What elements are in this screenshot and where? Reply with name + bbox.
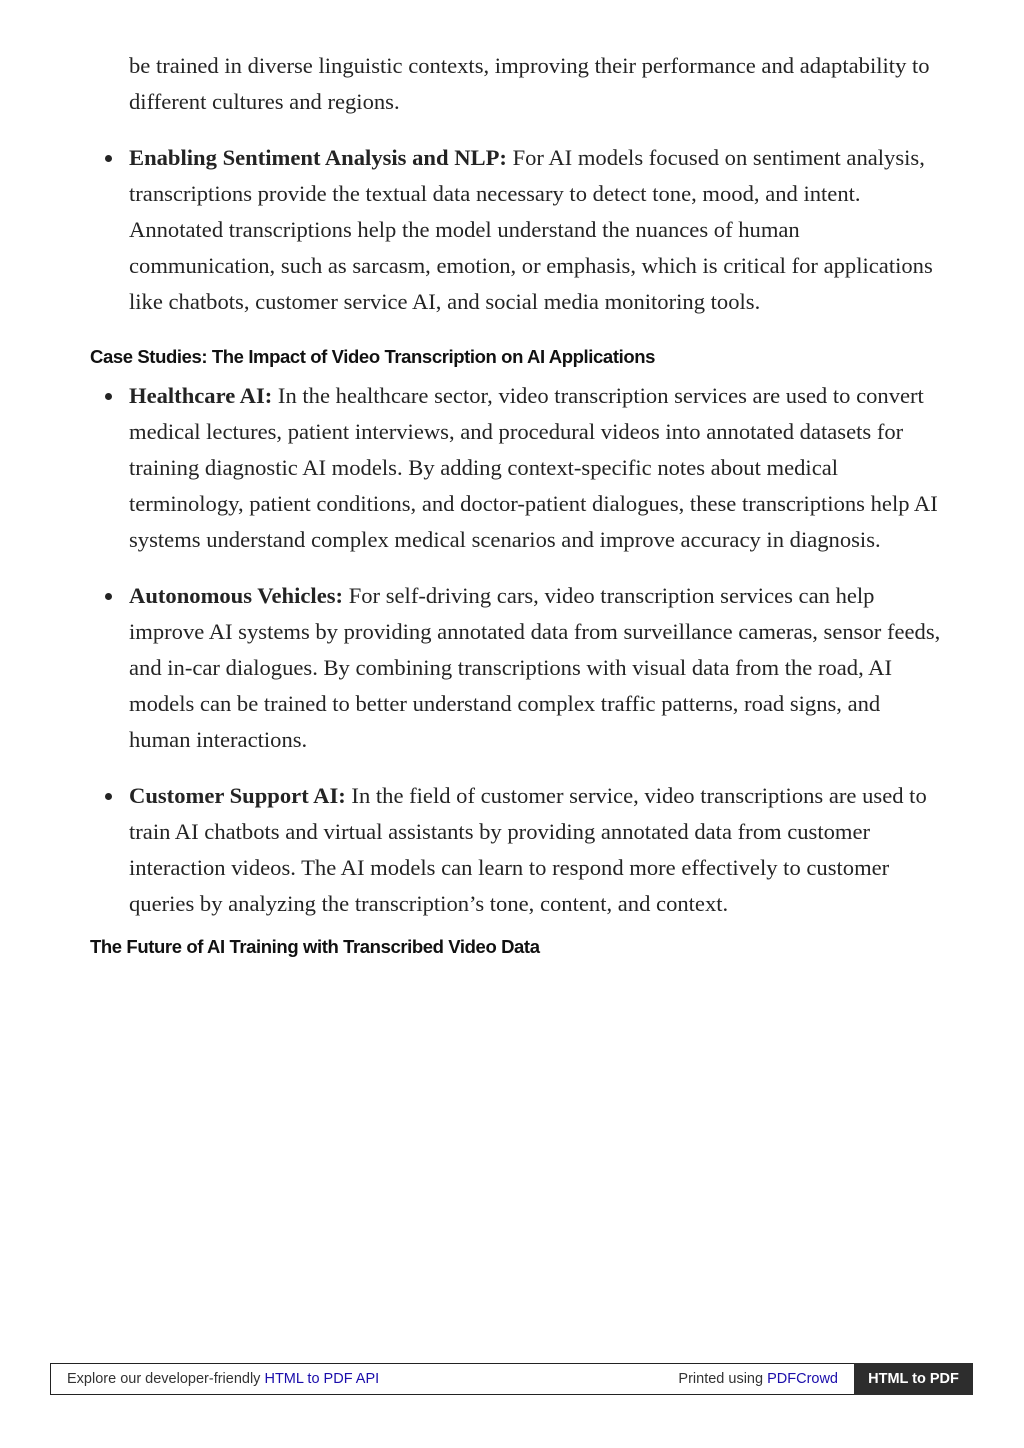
intro-paragraph: be trained in diverse linguistic contexts, improving their performance and adaptability to different cultures and regions. (129, 53, 930, 114)
article-content (90, 48, 950, 959)
bullet-icon (105, 793, 112, 800)
list-item-text: For AI models focused on sentiment analysis, transcriptions provide the textual data necessary to detect tone, mood, and intent. Annotated transcriptions help the model understand the nuances of human communication, such as sarcasm, emotion, or emphasis, which is critical for applications like chatbots, customer service AI, and social media monitoring tools. (129, 145, 933, 314)
section-heading: The Future of AI Training with Transcribed Video Data (90, 936, 540, 957)
list-item (90, 778, 944, 922)
footer-promo-text: Explore our developer-friendly (67, 1371, 265, 1387)
list-item (90, 578, 944, 758)
list-item-text: In the field of customer service, video transcriptions are used to train AI chatbots and virtual assistants by providing annotated data from customer interaction videos. The AI models can learn to respond more effectively to customer queries by analyzing the transcription’s tone, content, and context. (129, 783, 927, 916)
footer-promo (67, 1371, 379, 1387)
bullet-list (90, 140, 950, 320)
list-item-title: Healthcare AI: (129, 383, 273, 408)
footer-printed-text: Printed using (678, 1371, 768, 1387)
bullet-icon (105, 393, 112, 400)
bullet-icon (105, 155, 112, 162)
html-to-pdf-button[interactable]: HTML to PDF (854, 1363, 973, 1395)
list-item-title: Autonomous Vehicles: (129, 583, 344, 608)
section-heading: Case Studies: The Impact of Video Transcription on AI Applications (90, 346, 656, 367)
bullet-list (90, 378, 950, 922)
html-to-pdf-api-link[interactable]: HTML to PDF API (264, 1371, 380, 1387)
pdfcrowd-link[interactable]: PDFCrowd (767, 1371, 838, 1387)
pdf-footer-banner (50, 1363, 973, 1395)
list-item (90, 140, 944, 320)
list-item-text: For self-driving cars, video transcription services can help improve AI systems by providing annotated data from surveillance cameras, sensor feeds, and in-car dialogues. By combining transcriptions with visual data from the road, AI models can be trained to better understand complex traffic patterns, road signs, and human interactions. (129, 583, 941, 752)
list-item (90, 378, 944, 558)
list-item-title: Enabling Sentiment Analysis and NLP: (129, 145, 507, 170)
bullet-icon (105, 593, 112, 600)
list-item-title: Customer Support AI: (129, 783, 346, 808)
footer-printed-using (678, 1371, 838, 1387)
list-item-text: In the healthcare sector, video transcription services are used to convert medical lectures, patient interviews, and procedural videos into annotated datasets for training diagnostic AI models. By adding context-specific notes about medical terminology, patient conditions, and doctor-patient dialogues, these transcriptions help AI systems understand complex medical scenarios and improve accuracy in diagnosis. (129, 383, 938, 552)
